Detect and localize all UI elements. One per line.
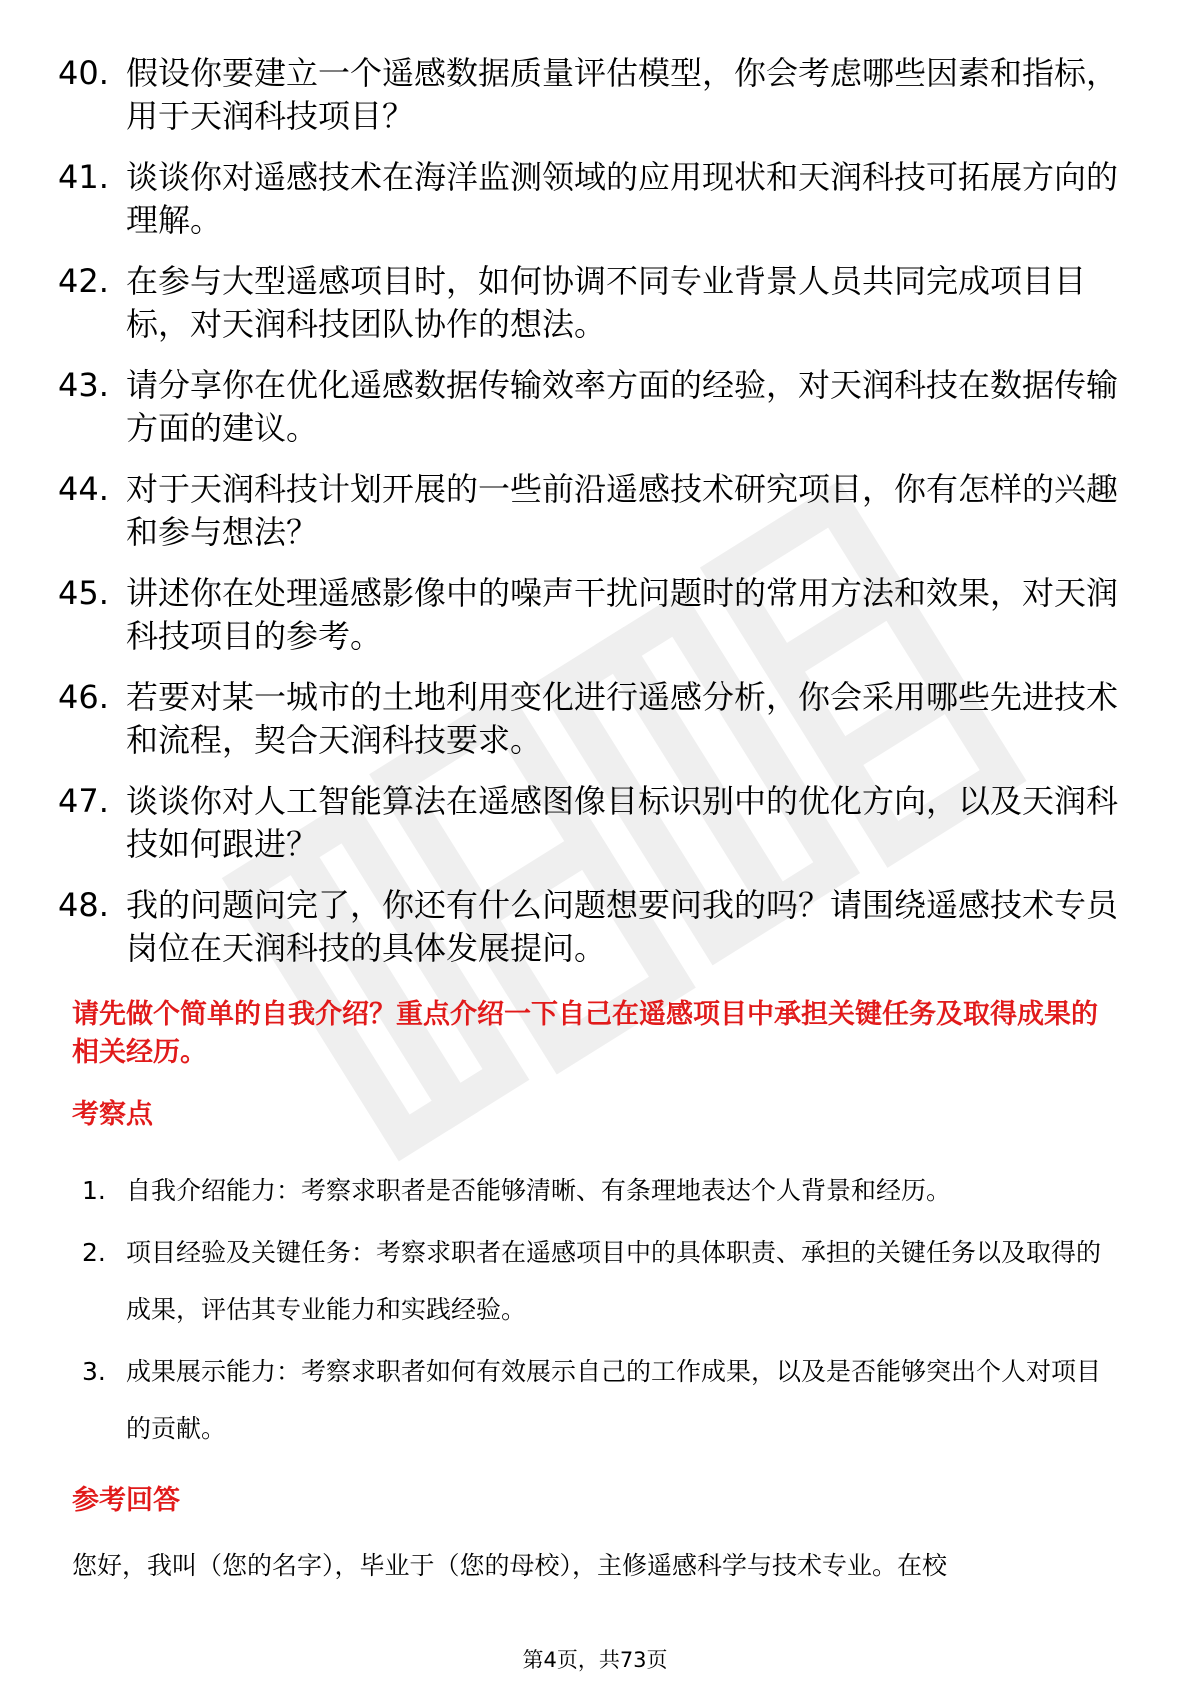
question-number: 45. xyxy=(58,574,109,612)
question-text: 谈谈你对人工智能算法在遥感图像目标识别中的优化方向，以及天润科技如何跟进？ xyxy=(126,782,1119,863)
question-item xyxy=(58,676,1128,762)
assessment-item xyxy=(82,1224,1122,1338)
assessment-heading: 考察点 xyxy=(72,1099,153,1130)
assessment-item xyxy=(82,1343,1122,1457)
question-item xyxy=(58,52,1128,138)
question-number: 47. xyxy=(58,782,109,820)
question-number: 48. xyxy=(58,886,109,924)
assessment-number: 3. xyxy=(82,1357,106,1386)
question-text: 若要对某一城市的土地利用变化进行遥感分析，你会采用哪些先进技术和流程，契合天润科技要求。 xyxy=(126,678,1119,759)
assessment-number: 1. xyxy=(82,1176,106,1205)
question-text: 我的问题问完了，你还有什么问题想要问我的吗？请围绕遥感技术专员岗位在天润科技的具体发展提问。 xyxy=(126,886,1119,967)
question-number: 46. xyxy=(58,678,109,716)
question-number: 40. xyxy=(58,54,109,92)
page-footer: 第4页，共73页 xyxy=(522,1648,668,1672)
assessment-text: 项目经验及关键任务：考察求职者在遥感项目中的具体职责、承担的关键任务以及取得的成果，评估其专业能力和实践经验。 xyxy=(126,1238,1102,1324)
assessment-text: 成果展示能力：考察求职者如何有效展示自己的工作成果，以及是否能够突出个人对项目的贡献。 xyxy=(126,1357,1102,1443)
assessment-text: 自我介绍能力：考察求职者是否能够清晰、有条理地表达个人背景和经历。 xyxy=(126,1176,952,1205)
question-text: 谈谈你对遥感技术在海洋监测领域的应用现状和天润科技可拓展方向的理解。 xyxy=(126,158,1119,239)
assessment-list xyxy=(82,1162,1122,1462)
question-text: 假设你要建立一个遥感数据质量评估模型，你会考虑哪些因素和指标，用于天润科技项目？ xyxy=(126,54,1119,135)
question-number: 44. xyxy=(58,470,109,508)
question-item xyxy=(58,260,1128,346)
question-list xyxy=(58,52,1128,988)
question-text: 请分享你在优化遥感数据传输效率方面的经验，对天润科技在数据传输方面的建议。 xyxy=(126,366,1119,447)
question-text: 在参与大型遥感项目时，如何协调不同专业背景人员共同完成项目目标，对天润科技团队协作的想法。 xyxy=(126,262,1087,343)
question-item xyxy=(58,572,1128,658)
question-item xyxy=(58,468,1128,554)
answer-heading: 参考回答 xyxy=(72,1485,180,1516)
question-item xyxy=(58,156,1128,242)
question-number: 41. xyxy=(58,158,109,196)
assessment-number: 2. xyxy=(82,1238,106,1267)
question-item xyxy=(58,884,1128,970)
question-text: 讲述你在处理遥感影像中的噪声干扰问题时的常用方法和效果，对天润科技项目的参考。 xyxy=(126,574,1119,655)
answer-paragraph: 您好，我叫（您的名字），毕业于（您的母校），主修遥感科学与技术专业。在校 xyxy=(72,1551,948,1580)
question-text: 对于天润科技计划开展的一些前沿遥感技术研究项目，你有怎样的兴趣和参与想法？ xyxy=(126,470,1119,551)
question-number: 42. xyxy=(58,262,109,300)
question-item xyxy=(58,364,1128,450)
assessment-item xyxy=(82,1162,1122,1219)
highlight-question: 请先做个简单的自我介绍？重点介绍一下自己在遥感项目中承担关键任务及取得成果的相关经历。 xyxy=(72,999,1098,1068)
question-number: 43. xyxy=(58,366,109,404)
question-item xyxy=(58,780,1128,866)
